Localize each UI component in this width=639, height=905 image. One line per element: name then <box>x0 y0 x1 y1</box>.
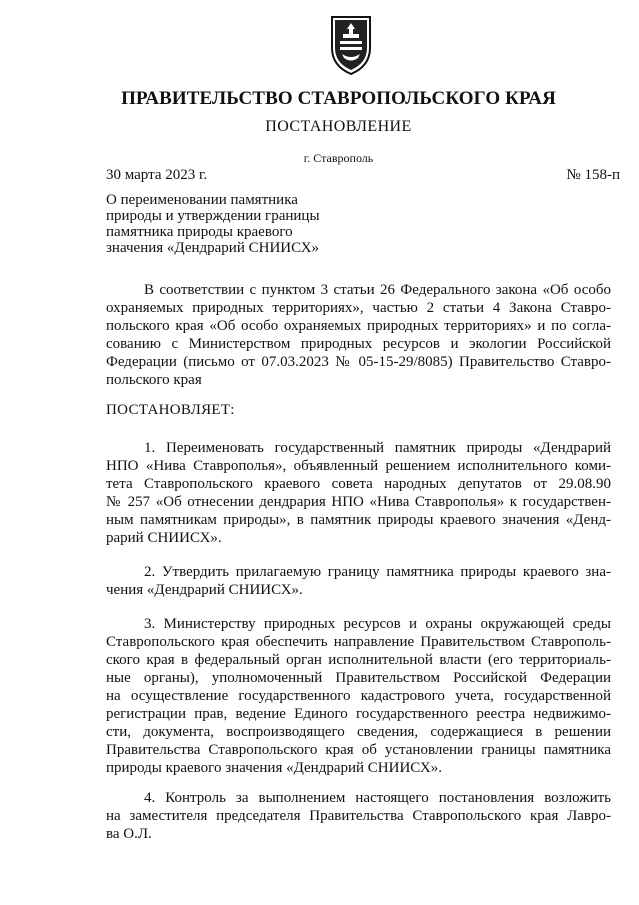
paragraph-line: на осуществление государственного кадастрового учета, государственной <box>106 688 611 704</box>
paragraph-line: № 257 «Об отнесении дендрария НПО «Нива Ставрополья» к государствен- <box>106 494 611 510</box>
paragraph-line: рарий СНИИСХ». <box>106 530 222 546</box>
city: г. Ставрополь <box>303 151 374 165</box>
subject-line: значения «Дендрарий СНИИСХ» <box>106 240 320 256</box>
paragraph-line: регистрации прав, ведение Единого государственного реестра недвижимо- <box>106 706 611 722</box>
document-number: № 158-п <box>566 167 620 183</box>
paragraph-line: 3. Министерству природных ресурсов и охраны окружающей среды <box>144 616 611 632</box>
paragraph-line: ского края в федеральный орган исполнительной власти (его территориаль- <box>106 652 611 668</box>
paragraph-line: ным памятникам природы», в памятник природы краевого значения «Денд- <box>106 512 611 528</box>
subject-line: природы и утверждении границы <box>106 208 320 224</box>
paragraph-line: Ставропольского края обеспечить направление Правительством Ставрополь- <box>106 634 611 650</box>
paragraph-line: Правительства Ставропольского края об установлении границы памятника <box>106 742 611 758</box>
paragraph-line: чения «Дендрарий СНИИСХ». <box>106 582 303 598</box>
paragraph-line: сти, документа, воспроизводящего сведения, содержащиеся в решении <box>106 724 611 740</box>
paragraph-line: польского края <box>106 372 202 388</box>
paragraph-line: сованию с Министерством природных ресурсов и экологии Российской <box>106 336 611 352</box>
point-3 <box>106 615 611 777</box>
paragraph-line: 4. Контроль за выполнением настоящего постановления возложить <box>144 790 611 806</box>
paragraph-line: 1. Переименовать государственный памятник природы «Дендрарий <box>144 440 611 456</box>
paragraph-line: природы краевого значения «Дендрарий СНИИСХ». <box>106 760 443 776</box>
document-type: ПОСТАНОВЛЕНИЕ <box>265 118 412 135</box>
paragraph-line: ва О.Л. <box>106 826 152 842</box>
paragraph-line: охраняемых природных территориях», частью 2 статьи 4 Закона Ставро- <box>106 300 611 316</box>
subject-line: О переименовании памятника <box>106 192 298 208</box>
paragraph-line: В соответствии с пунктом 3 статьи 26 Федерального закона «Об особо <box>144 282 611 298</box>
paragraph-line: Федерации (письмо от 07.03.2023 № 05-15-29/8085) Правительство Ставро- <box>106 354 611 370</box>
paragraph-line: польского края «Об особо охраняемых природных территориях» и по согла- <box>106 318 611 334</box>
subject-line: памятника природы краевого <box>106 224 293 240</box>
decree-word: ПОСТАНОВЛЯЕТ: <box>106 402 235 418</box>
paragraph-line: ные органы), уполномоченный Правительством Российской Федерации <box>106 670 611 686</box>
paragraph-line: 2. Утвердить прилагаемую границу памятника природы краевого зна- <box>144 564 611 580</box>
document-subject <box>106 192 356 256</box>
point-1 <box>106 439 611 547</box>
point-4 <box>106 789 611 843</box>
coat-of-arms-icon <box>326 14 376 76</box>
intro-paragraph <box>106 281 611 389</box>
document-date: 30 марта 2023 г. <box>106 167 208 183</box>
point-2 <box>106 563 611 599</box>
paragraph-line: НПО «Нива Ставрополья», объявленный решением исполнительного коми- <box>106 458 611 474</box>
government-title: ПРАВИТЕЛЬСТВО СТАВРОПОЛЬСКОГО КРАЯ <box>121 88 556 109</box>
paragraph-line: тета Ставропольского краевого совета народных депутатов от 29.08.90 <box>106 476 611 492</box>
paragraph-line: на заместителя председателя Правительства Ставропольского края Лавро- <box>106 808 611 824</box>
